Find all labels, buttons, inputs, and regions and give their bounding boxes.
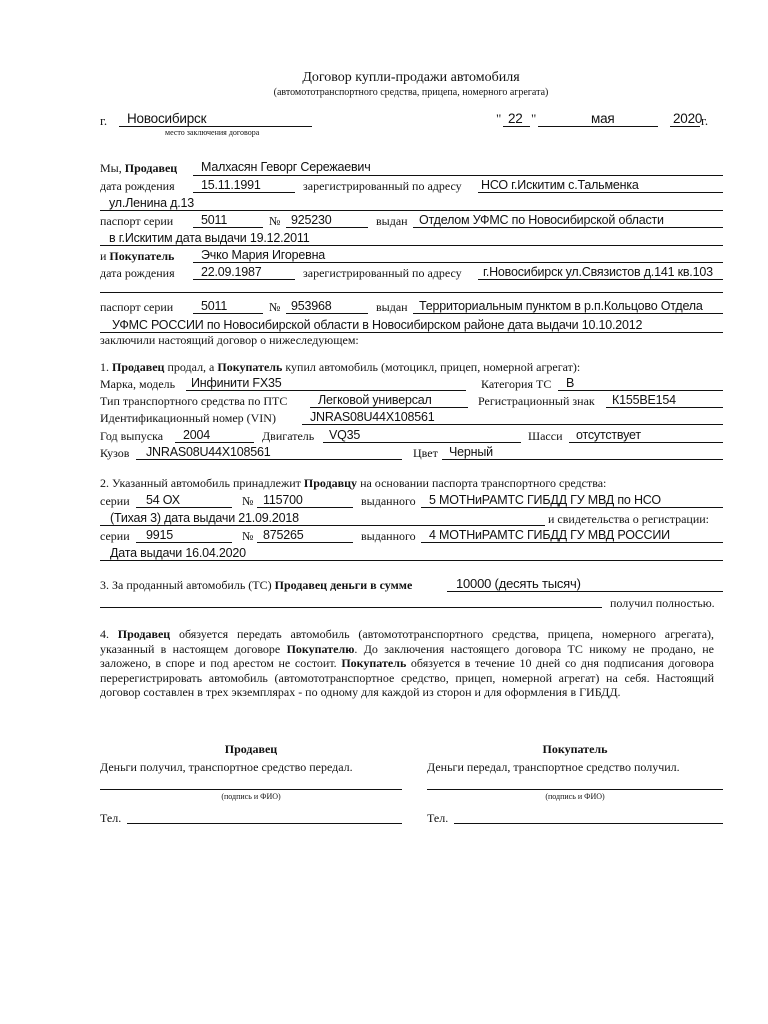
buyer-signature-caption: (подпись и ФИО) (545, 792, 605, 801)
amount-line-2 (100, 607, 602, 608)
brand-line (186, 390, 466, 391)
buyer-dob-line (193, 279, 295, 280)
seller-dob[interactable]: 15.11.1991 (201, 178, 261, 192)
seller-signature-caption: (подпись и ФИО) (221, 792, 281, 801)
pts-series[interactable]: 54 ОХ (146, 493, 180, 507)
pts-number[interactable]: 115700 (263, 493, 303, 507)
body-label: Кузов (100, 446, 130, 460)
sale-amount[interactable]: 10000 (десять тысяч) (456, 576, 581, 591)
chassis-line (569, 442, 723, 443)
brand-label: Марка, модель (100, 377, 176, 391)
buyer-name-line (193, 262, 723, 263)
contract-day[interactable]: 22 (508, 111, 523, 126)
type-label: Тип транспортного средства по ПТС (100, 394, 288, 408)
car-category[interactable]: B (566, 376, 575, 390)
seller-name-line (193, 175, 723, 176)
seller-issued-label: выдан (376, 214, 408, 228)
engine-line (323, 442, 521, 443)
cert-issued-label: выданного (361, 529, 416, 543)
document-title: Договор купли-продажи автомобиля (302, 70, 520, 85)
concluded-text: заключили настоящий договор о нижеследующем: (100, 333, 359, 347)
category-line (558, 390, 723, 391)
section-2-intro: 2. Указанный автомобиль принадлежит Продавцу на основании паспорта транспортного средства: (100, 476, 607, 490)
cert-series-label: серии (100, 529, 130, 543)
reg-plate-line (606, 407, 723, 408)
reg-plate-label: Регистрационный знак (478, 394, 595, 408)
car-color[interactable]: Черный (449, 445, 493, 459)
seller-issued-line (413, 227, 723, 228)
pts-issued-label: выданного (361, 494, 416, 508)
year-made-line (175, 442, 254, 443)
cert-series[interactable]: 9915 (146, 528, 174, 542)
buyer-num-label: № (269, 300, 281, 314)
cert-issued-line (421, 542, 723, 543)
document-subtitle: (автомототранспортного средства, прицепа, номерного агрегата) (273, 87, 549, 98)
car-body[interactable]: JNRAS08U44X108561 (146, 445, 271, 459)
seller-signature-line[interactable] (100, 789, 402, 790)
pts-issued[interactable]: 5 МОТНиРАМТС ГИБДД ГУ МВД по НСО (429, 493, 661, 507)
contract-month[interactable]: мая (591, 111, 615, 126)
buyer-address-1[interactable]: г.Новосибирск ул.Связистов д.141 кв.103 (483, 265, 713, 279)
quote-close: " (531, 111, 537, 126)
seller-issued-by-2[interactable]: в г.Искитим дата выдачи 19.12.2011 (109, 231, 310, 245)
pts-number-line (257, 507, 353, 508)
month-line (538, 126, 658, 127)
car-chassis[interactable]: отсутствует (576, 428, 641, 442)
cert-num-label: № (242, 529, 254, 543)
chassis-label: Шасси (528, 429, 563, 443)
buyer-intro: и Покупатель (100, 249, 175, 263)
day-line (503, 126, 530, 127)
pts-issued-line-2 (100, 525, 545, 526)
buyer-issued-line (413, 313, 723, 314)
seller-intro: Мы, Продавец (100, 161, 178, 175)
cert-series-line (136, 542, 232, 543)
seller-dob-line (193, 192, 295, 193)
pts-series-line (136, 507, 232, 508)
buyer-signature-title: Покупатель (542, 742, 608, 756)
engine-label: Двигатель (262, 429, 315, 443)
category-label: Категория ТС (481, 377, 552, 391)
buyer-number-line (286, 313, 368, 314)
city-line (119, 126, 312, 127)
body-line (136, 459, 402, 460)
cert-number-line (257, 542, 353, 543)
seller-tel-line[interactable] (127, 823, 402, 824)
pts-num-label: № (242, 494, 254, 508)
seller-address-2[interactable]: ул.Ленина д.13 (109, 196, 194, 210)
year-suffix: г. (701, 113, 709, 128)
place-caption: место заключения договора (165, 128, 260, 137)
buyer-issued-by[interactable]: Территориальным пунктом в р.п.Кольцово Отдела (419, 299, 703, 313)
car-brand[interactable]: Инфинити FX35 (191, 376, 282, 390)
color-label: Цвет (413, 446, 438, 460)
buyer-series-line (193, 313, 263, 314)
seller-issued-line-2 (100, 245, 723, 246)
buyer-dob-label: дата рождения (100, 266, 175, 280)
city-prefix: г. (100, 113, 108, 128)
buyer-issued-by-2[interactable]: УФМС РОССИИ по Новосибирской области в Новосибирском районе дата выдачи 10.10.2012 (112, 318, 643, 332)
seller-address-line-2 (100, 210, 723, 211)
pts-issued-2[interactable]: (Тихая 3) дата выдачи 21.09.2018 (110, 511, 299, 525)
pts-series-label: серии (100, 494, 130, 508)
seller-tel-label: Тел. (100, 811, 122, 825)
buyer-address-line-1 (478, 279, 723, 280)
buyer-tel-label: Тел. (427, 811, 449, 825)
year-line (670, 126, 700, 127)
contract-year[interactable]: 2020 (673, 111, 703, 126)
car-type[interactable]: Легковой универсал (318, 393, 432, 407)
buyer-name[interactable]: Эчко Мария Игоревна (201, 248, 326, 262)
cert-issued-line-2 (100, 560, 723, 561)
buyer-passport-label: паспорт серии (100, 300, 174, 314)
type-line (310, 407, 468, 408)
section-4-paragraph: 4. Продавец обязуется передать автомобиль (автомототранспортного средства, прицепа, номерного агрегата), указанный в настоящем договоре Покупателю. До заключения настоящего договора ТС никому не продано, не заложено, в споре и под арестом не состоит. Покупатель обязуется в течение 10 дней со дня подписания договора перерегистрировать автомобиль (автомототранспортное средство, прицеп, номерной агрегат) на себя. Настоящий договор составлен в трех экземплярах - по одному для каждой из сторон и для оформления в ГИБДД. (100, 627, 715, 699)
seller-signature-title: Продавец (224, 742, 278, 756)
cert-issued-2[interactable]: Дата выдачи 16.04.2020 (110, 546, 246, 560)
seller-signature-text: Деньги получил, транспортное средство передал. (100, 760, 353, 774)
buyer-address-line-2 (100, 292, 723, 293)
car-vin[interactable]: JNRAS08U44X108561 (310, 410, 435, 424)
cert-issued[interactable]: 4 МОТНиРАМТС ГИБДД ГУ МВД РОССИИ (429, 528, 670, 542)
buyer-dob[interactable]: 22.09.1987 (201, 265, 262, 279)
seller-passport-series[interactable]: 5011 (201, 213, 228, 227)
seller-passport-number[interactable]: 925230 (291, 213, 332, 227)
seller-reg-label: зарегистрированный по адресу (303, 179, 462, 193)
vin-line (302, 424, 723, 425)
seller-dob-label: дата рождения (100, 179, 175, 193)
received-text: получил полностью. (610, 596, 715, 610)
contract-city[interactable]: Новосибирск (127, 111, 207, 126)
section-3-intro: 3. За проданный автомобиль (ТС) Продавец деньги в сумме (100, 578, 413, 592)
car-year[interactable]: 2004 (183, 428, 211, 442)
buyer-signature-line[interactable] (427, 789, 723, 790)
buyer-signature-text: Деньги передал, транспортное средство получил. (427, 760, 680, 774)
section-1-intro: 1. Продавец продал, а Покупатель купил автомобиль (мотоцикл, прицеп, номерной агрегат): (100, 360, 581, 374)
seller-passport-label: паспорт серии (100, 214, 174, 228)
seller-number-line (286, 227, 368, 228)
reg-plate[interactable]: К155ВЕ154 (612, 393, 676, 407)
pts-issued-line (421, 507, 723, 508)
seller-series-line (193, 227, 263, 228)
vin-label: Идентификационный номер (VIN) (100, 411, 276, 425)
color-line (442, 459, 723, 460)
quote-open: " (496, 111, 502, 126)
buyer-reg-label: зарегистрированный по адресу (303, 266, 462, 280)
buyer-tel-line[interactable] (454, 823, 723, 824)
car-engine[interactable]: VQ35 (329, 428, 361, 442)
seller-address-line-1 (478, 192, 723, 193)
year-label: Год выпуска (100, 429, 164, 443)
buyer-passport-number[interactable]: 953968 (291, 299, 332, 313)
buyer-issued-label: выдан (376, 300, 408, 314)
cert-text: и свидетельства о регистрации: (548, 512, 710, 526)
seller-num-label: № (269, 214, 281, 228)
seller-issued-by[interactable]: Отделом УФМС по Новосибирской области (419, 213, 664, 227)
buyer-passport-series[interactable]: 5011 (201, 299, 228, 313)
seller-name[interactable]: Малхасян Геворг Сережаевич (201, 160, 371, 174)
amount-line (447, 591, 723, 592)
seller-address-1[interactable]: НСО г.Искитим с.Тальменка (481, 178, 639, 192)
cert-number[interactable]: 875265 (263, 528, 304, 542)
